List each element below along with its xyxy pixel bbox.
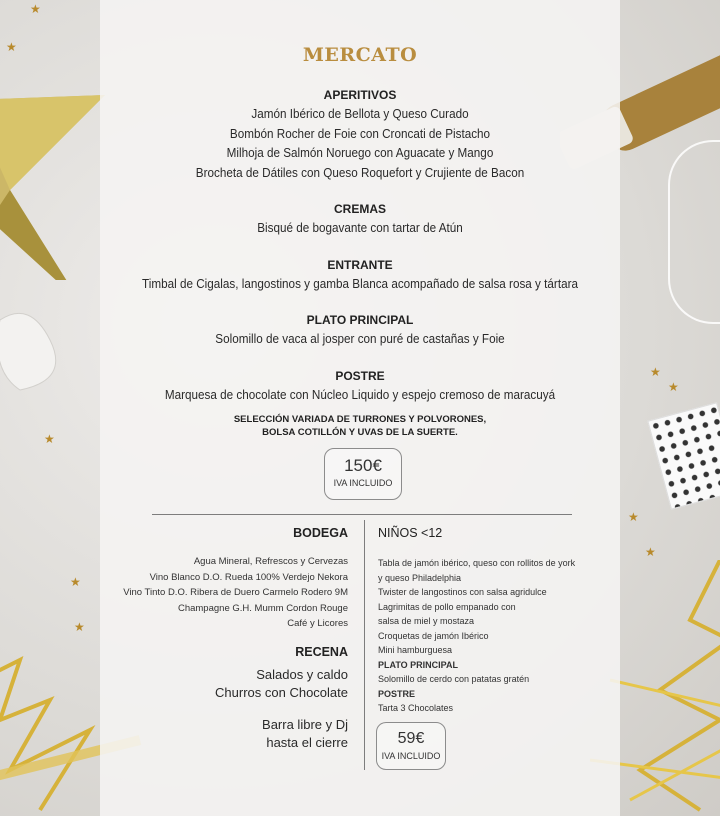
- bodega-item: Vino Blanco D.O. Rueda 100% Verdejo Nekora: [149, 571, 348, 583]
- menu-price: 150€: [344, 456, 382, 475]
- bodega-item: Agua Mineral, Refrescos y Cervezas: [193, 556, 348, 567]
- section-postre: [100, 367, 620, 405]
- star-confetti-icon: ★: [650, 365, 661, 379]
- ninos-item: Twister de langostinos con salsa agridulce: [378, 587, 547, 597]
- ninos-section: [378, 526, 618, 540]
- ribbon-decoration: [0, 300, 80, 400]
- recena-section: [100, 645, 348, 659]
- menu-item: Marquesa de chocolate con Núcleo Liquido y espejo cremoso de maracuyá: [164, 387, 556, 402]
- section-plato-principal: [100, 311, 620, 349]
- menu-title: MERCATO: [302, 44, 418, 66]
- menu-item: Bombón Rocher de Foie con Croncati de Pistacho: [229, 125, 491, 141]
- section-aperitivos: [100, 86, 620, 182]
- menu-content: [100, 0, 620, 816]
- recena-list: [100, 666, 348, 701]
- bar-line: Barra libre y Dj: [262, 717, 348, 732]
- menu-price-box: [324, 448, 402, 500]
- section-heading: CREMAS: [333, 202, 386, 216]
- ninos-price-note: IVA INCLUIDO: [381, 751, 441, 761]
- menu-item: Brocheta de Dátiles con Queso Roquefort y Crujiente de Bacon: [195, 164, 525, 180]
- ninos-dessert-heading: POSTRE: [378, 688, 416, 699]
- ninos-dessert-item: Tarta 3 Chocolates: [378, 703, 454, 713]
- star-confetti-icon: ★: [668, 380, 679, 394]
- recena-item: Salados y caldo: [256, 667, 348, 682]
- star-confetti-icon: ★: [30, 2, 41, 16]
- ninos-item: Mini hamburguesa: [378, 645, 453, 655]
- ninos-main-item: Solomillo de cerdo con patatas gratén: [378, 674, 530, 684]
- menu-price-note: IVA INCLUIDO: [333, 478, 393, 488]
- star-confetti-icon: ★: [628, 510, 639, 524]
- star-confetti-icon: ★: [74, 620, 85, 634]
- ninos-main-heading: PLATO PRINCIPAL: [378, 659, 459, 670]
- star-confetti-icon: ★: [70, 575, 81, 589]
- ninos-item: Tabla de jamón ibérico, queso con rollitos de york: [378, 558, 576, 568]
- bodega-item: Café y Licores: [287, 618, 348, 629]
- champagne-glass-decoration: [668, 140, 720, 324]
- bodega-item: Champagne G.H. Mumm Cordon Rouge: [177, 602, 348, 614]
- ninos-item: salsa de miel y mostaza: [378, 616, 475, 626]
- bodega-heading: BODEGA: [293, 526, 348, 540]
- menu-item: Solomillo de vaca al josper con puré de castañas y Foie: [215, 331, 505, 346]
- ninos-item: y queso Philadelphia: [378, 572, 462, 583]
- menu-item: Timbal de Cigalas, langostinos y gamba Blanca acompañado de salsa rosa y tártara: [142, 276, 578, 291]
- section-heading: APERITIVOS: [323, 88, 397, 102]
- bodega-list: [100, 554, 348, 632]
- extras-note: [100, 413, 620, 439]
- horizontal-divider: [152, 514, 572, 515]
- menu-item: Bisqué de bogavante con tartar de Atún: [257, 220, 463, 235]
- ninos-price: 59€: [397, 730, 425, 747]
- menu-item: Milhoja de Salmón Noruego con Aguacate y Mango: [226, 145, 494, 160]
- vertical-divider: [364, 520, 365, 770]
- menu-item: Jamón Ibérico de Bellota y Queso Curado: [251, 106, 469, 121]
- extras-line: SELECCIÓN VARIADA DE TURRONES Y POLVORONES,: [233, 414, 487, 425]
- section-cremas: [100, 200, 620, 238]
- ninos-heading: NIÑOS <12: [378, 526, 443, 540]
- star-confetti-icon: ★: [6, 40, 17, 54]
- recena-heading: RECENA: [295, 645, 348, 659]
- section-heading: POSTRE: [335, 369, 385, 383]
- bodega-item: Vino Tinto D.O. Ribera de Duero Carmelo Rodero 9M: [123, 587, 348, 598]
- section-heading: ENTRANTE: [327, 258, 393, 272]
- bodega-section: [100, 526, 348, 540]
- extras-line: BOLSA COTILLÓN Y UVAS DE LA SUERTE.: [262, 427, 458, 438]
- bar-line: hasta el cierre: [266, 734, 348, 750]
- recena-item: Churros con Chocolate: [215, 684, 348, 700]
- bar-note: [100, 716, 348, 751]
- polka-gift-decoration: [647, 402, 720, 510]
- ninos-price-box: [376, 722, 446, 770]
- ninos-item: Lagrimitas de pollo empanado con: [378, 601, 516, 612]
- star-confetti-icon: ★: [44, 432, 55, 446]
- ninos-list: [378, 556, 618, 716]
- ninos-item: Croquetas de jamón Ibérico: [378, 630, 489, 641]
- section-heading: PLATO PRINCIPAL: [306, 313, 414, 327]
- star-confetti-icon: ★: [645, 545, 656, 559]
- section-entrante: [100, 256, 620, 294]
